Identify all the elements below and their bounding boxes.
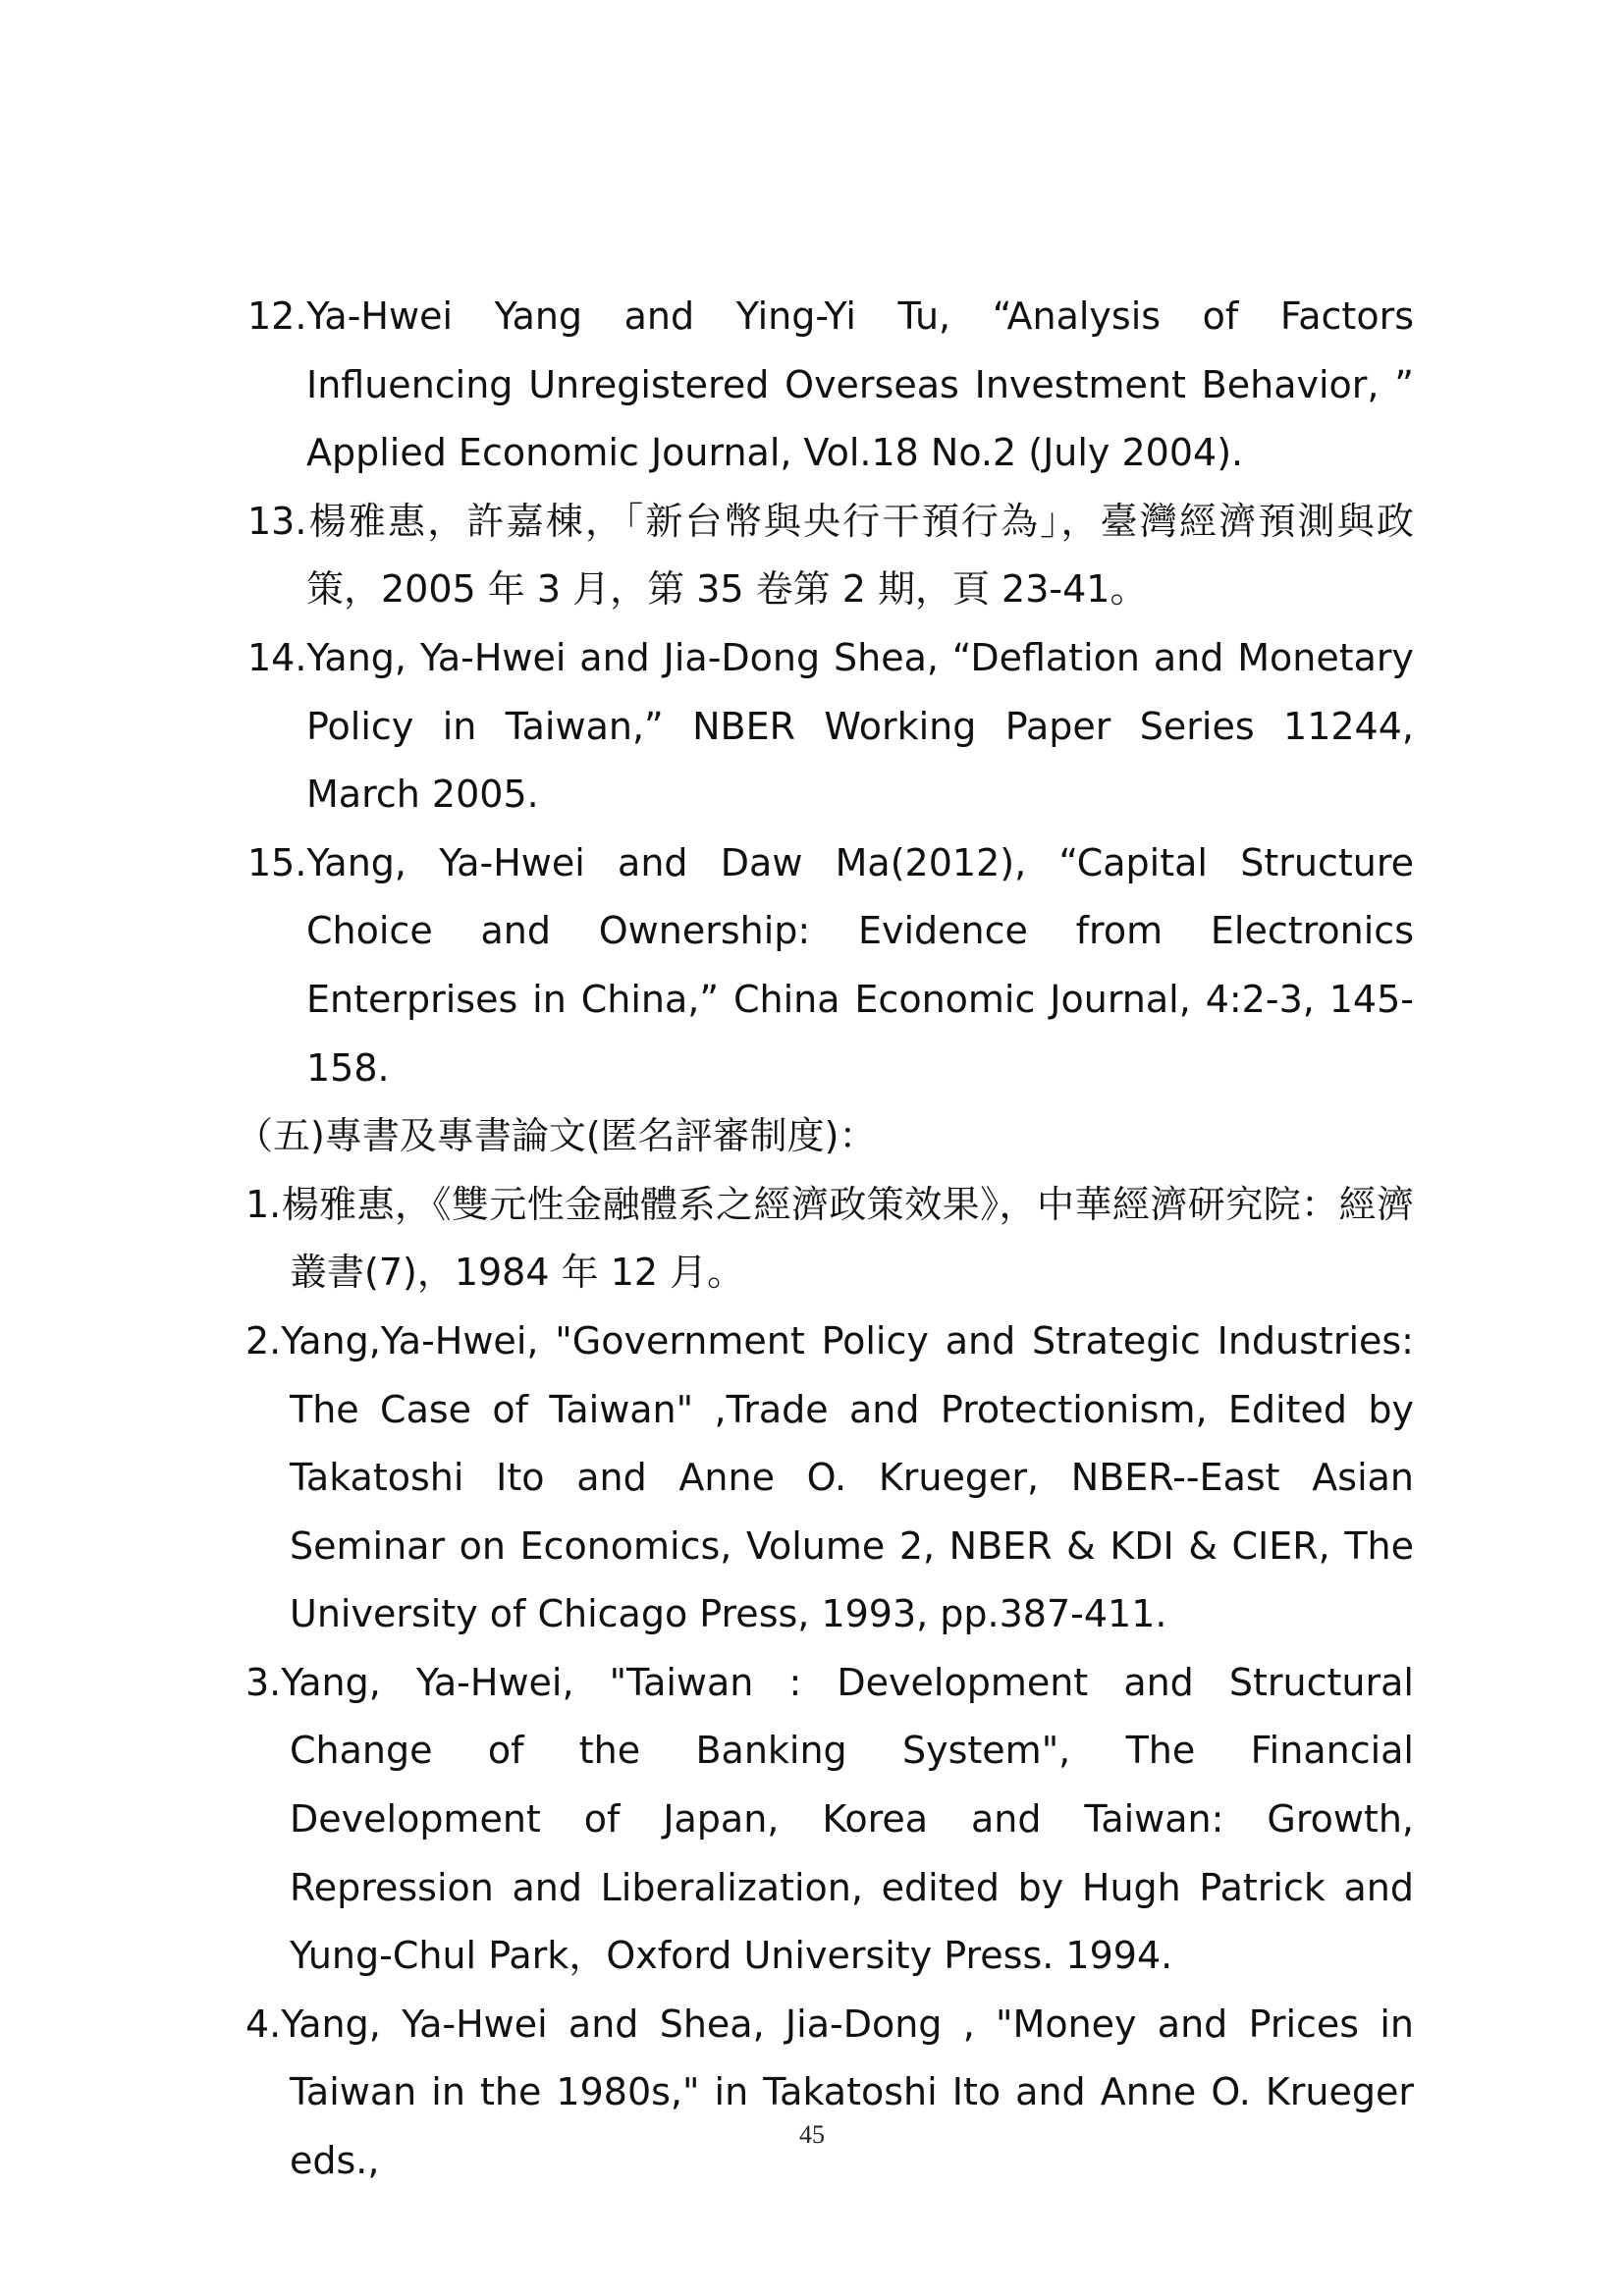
page-number: 45 [799,2120,825,2149]
book-entry-4: 4.Yang, Ya-Hwei and Shea, Jia-Dong , "Money and Prices in Taiwan in the 1980s," in Takatoshi Ito and Anne O. Krueger eds., [245,2002,1414,2183]
book-entry-2: 2.Yang,Ya-Hwei, "Government Policy and Strategic Industries: The Case of Taiwan" ,Trade and Protectionism, Edited by Takatoshi Ito and Anne O. Krueger, NBER--East Asian Seminar on Economics, Volume 2, NBER & KDI & CIER, The University of Chicago Press, 1993, pp.387-411. [245,1318,1414,1636]
book-entry-3: 3.Yang, Ya-Hwei, "Taiwan : Development and Structural Change of the Banking System", The Financial Development of Japan, Korea and Taiwan: Growth, Repression and Liberalization, edited by Hugh Patrick and Yung-Chul Park，Oxford University Press. 1994. [245,1660,1414,1978]
reference-entry-12: 12.Ya-Hwei Yang and Ying-Yi Tu, “Analysis of Factors Influencing Unregistered Overseas Investment Behavior, ” Applied Economic Journal, Vol.18 No.2 (July 2004). [247,294,1414,475]
reference-entry-15: 15.Yang, Ya-Hwei and Daw Ma(2012), “Capital Structure Choice and Ownership: Evidence from Electronics Enterprises in China,” China Economic Journal, 4:2-3, 145-158. [247,840,1414,1090]
book-entry-1: 1.楊雅惠，《雙元性金融體系之經濟政策效果》，中華經濟研究院：經濟叢書(7)，1984 年 12 月。 [245,1182,1414,1295]
section-heading: （五)專書及專書論文(匿名評審制度)： [236,1114,877,1158]
reference-entry-13: 13.楊雅惠，許嘉棟，「新台幣與央行干預行為」，臺灣經濟預測與政策，2005 年 3 月，第 35 卷第 2 期，頁 23-41。 [247,499,1414,612]
references-list [236,283,1414,2196]
reference-entry-14: 14.Yang, Ya-Hwei and Jia-Dong Shea, “Deflation and Monetary Policy in Taiwan,” NBER Working Paper Series 11244, March 2005. [247,635,1414,817]
